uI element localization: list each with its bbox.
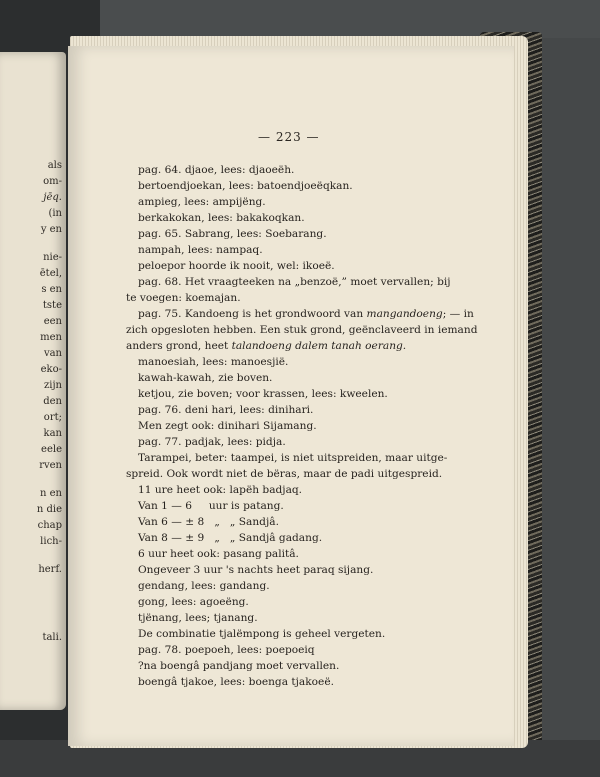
text-line: 11 ure heet ook: lapëh badjaq.	[138, 484, 303, 496]
left-page-fragment: om-	[43, 176, 62, 187]
text-line: spreid. Ook wordt niet de bëras, maar de padi uitgespreid.	[126, 468, 443, 480]
left-page-fragment: tali.	[42, 632, 62, 643]
left-page-fragment: s en	[41, 284, 62, 295]
text-line: manoesiah, lees: manoesjië.	[138, 356, 289, 368]
text-line: pag. 78. poepoeh, lees: poepoeiq	[138, 644, 315, 656]
text-line: ketjou, zie boven; voor krassen, lees: kweelen.	[138, 388, 388, 400]
left-page-fragment: van	[43, 348, 62, 359]
text-line: Van 6 — ± 8 „ „ Sandjâ.	[138, 516, 279, 528]
text-line: Men zegt ook: dinihari Sijamang.	[138, 420, 317, 432]
text-line: berkakokan, lees: bakakoqkan.	[138, 212, 305, 224]
text-line: Tarampei, beter: taampei, is niet uitspreiden, maar uitge-	[138, 452, 448, 464]
left-page-fragment: jēq.	[43, 192, 62, 203]
left-page-fragment: ort;	[43, 412, 62, 423]
text-line: tjënang, lees; tjanang.	[138, 612, 258, 624]
text-segment: ; — in	[442, 308, 474, 320]
left-page-fragment: den	[43, 396, 62, 407]
text-line: pag. 77. padjak, lees: pidja.	[138, 436, 286, 448]
text-line: pag. 68. Het vraagteeken na „benzoë,” moet vervallen; bij	[138, 276, 451, 288]
right-page	[68, 46, 514, 746]
text-line: De combinatie tjalëmpong is geheel vergeten.	[138, 628, 386, 640]
text-line: bertoendjoekan, lees: batoendjoeëqkan.	[138, 180, 353, 192]
text-line	[126, 340, 406, 353]
left-page-fragment: tste	[42, 300, 62, 311]
left-page-fragment: eele	[41, 444, 62, 455]
left-page-fragment: n die	[36, 504, 62, 515]
text-line: kawah-kawah, zie boven.	[138, 372, 273, 384]
left-page-fragment: rven	[39, 460, 62, 471]
left-page-fragment: y en	[40, 224, 62, 235]
left-page-fragment: eko-	[40, 364, 62, 375]
left-page-fragment: ētel,	[39, 268, 62, 279]
text-line: zich opgesloten hebben. Een stuk grond, geënclaveerd in iemand	[126, 324, 478, 336]
left-page-fragment: als	[47, 160, 62, 171]
text-line: nampah, lees: nampaq.	[138, 244, 263, 256]
left-page-fragment: chap	[37, 520, 62, 531]
italic-term: mangandoeng	[366, 308, 443, 320]
text-line: Ongeveer 3 uur 's nachts heet paraq sijang.	[138, 564, 374, 576]
text-line	[138, 308, 474, 321]
text-segment: anders grond, heet	[126, 340, 232, 352]
left-page-fragment: n en	[40, 488, 62, 499]
left-page-fragment: herf.	[38, 564, 62, 575]
left-page-fragment: lich-	[40, 536, 62, 547]
text-segment: pag. 75. Kandoeng is het grondwoord van	[138, 308, 367, 320]
left-page-fragment: (in	[48, 208, 62, 219]
text-line: pag. 76. deni hari, lees: dinihari.	[138, 404, 314, 416]
left-page-fragment: men	[40, 332, 62, 343]
left-page	[0, 52, 66, 710]
italic-term: talandoeng dalem tanah oerang.	[231, 340, 407, 352]
text-line: te voegen: koemajan.	[126, 292, 241, 304]
text-line: Van 8 — ± 9 „ „ Sandjâ gadang.	[138, 532, 323, 544]
text-line: pag. 65. Sabrang, lees: Soebarang.	[138, 228, 327, 240]
text-line: peloepor hoorde ik nooit, wel: ikoeë.	[138, 260, 335, 272]
text-line: boengâ tjakoe, lees: boenga tjakoeë.	[138, 676, 334, 688]
text-line: 6 uur heet ook: pasang palitâ.	[138, 548, 299, 560]
left-page-fragment: zijn	[43, 380, 62, 391]
text-line: gong, lees: agoeëng.	[138, 596, 249, 608]
text-line: ampieg, lees: ampijëng.	[138, 196, 266, 208]
left-page-fragment: een	[43, 316, 62, 327]
page-number: — 223 —	[258, 130, 320, 144]
text-line: ?na boengâ pandjang moet vervallen.	[138, 660, 340, 672]
text-line: pag. 64. djaoe, lees: djaoeëh.	[138, 164, 295, 176]
left-page-fragment: nie-	[43, 252, 62, 263]
text-line: Van 1 — 6 uur is patang.	[138, 500, 284, 512]
text-line: gendang, lees: gandang.	[138, 580, 270, 592]
left-page-fragment: kan	[43, 428, 62, 439]
